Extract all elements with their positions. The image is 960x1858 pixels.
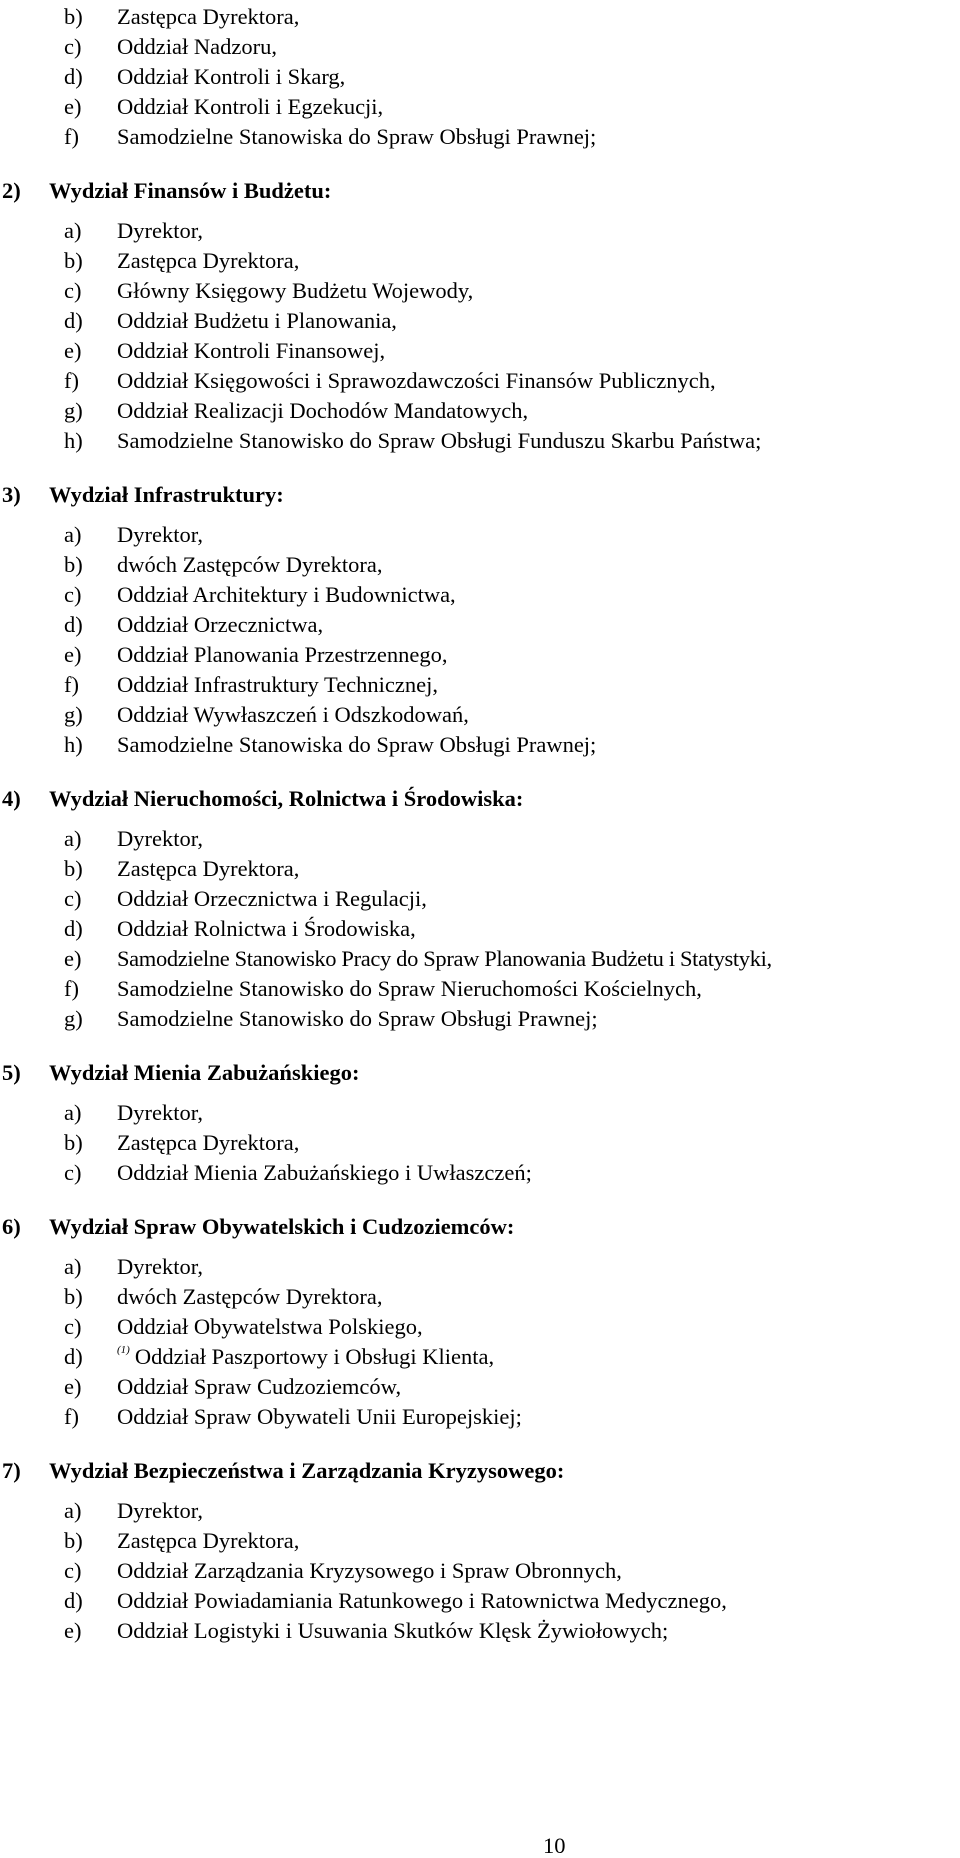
list-marker: d): [64, 1344, 83, 1369]
list-marker: 5): [2, 1060, 21, 1085]
list-item-text: Oddział Mienia Zabużańskiego i Uwłaszczeń;: [117, 1160, 532, 1185]
page-number: 10: [543, 1833, 566, 1858]
section-title: Wydział Bezpieczeństwa i Zarządzania Kryzysowego:: [49, 1458, 565, 1483]
list-item-text: Oddział Powiadamiania Ratunkowego i Ratownictwa Medycznego,: [117, 1588, 727, 1613]
list-marker: c): [64, 34, 82, 59]
section-title: Wydział Nieruchomości, Rolnictwa i Środowiska:: [49, 786, 524, 811]
list-item-text: Oddział Rolnictwa i Środowiska,: [117, 916, 416, 941]
list-marker: b): [64, 552, 83, 577]
list-marker: e): [64, 94, 82, 119]
list-marker: b): [64, 1528, 83, 1553]
list-marker: c): [64, 1314, 82, 1339]
list-item-text: Dyrektor,: [117, 1498, 203, 1523]
list-marker: b): [64, 1284, 83, 1309]
list-marker: h): [64, 732, 83, 757]
list-item-text: dwóch Zastępców Dyrektora,: [117, 1284, 383, 1309]
list-item-text: Dyrektor,: [117, 1100, 203, 1125]
list-marker: c): [64, 1558, 82, 1583]
list-marker: 4): [2, 786, 21, 811]
list-item-text: Samodzielne Stanowisko do Spraw Obsługi Prawnej;: [117, 1006, 598, 1031]
list-item-text: Oddział Nadzoru,: [117, 34, 277, 59]
list-marker: b): [64, 1130, 83, 1155]
list-marker: d): [64, 1588, 83, 1613]
list-marker: d): [64, 308, 83, 333]
list-marker: f): [64, 976, 79, 1001]
list-marker: e): [64, 642, 82, 667]
list-marker: b): [64, 4, 83, 29]
list-marker: 2): [2, 178, 21, 203]
list-item-text: Oddział Kontroli i Egzekucji,: [117, 94, 384, 119]
list-marker: d): [64, 64, 83, 89]
list-item-text: Samodzielne Stanowiska do Spraw Obsługi Prawnej;: [117, 732, 597, 757]
list-marker: g): [64, 1006, 83, 1031]
list-item-text: Oddział Budżetu i Planowania,: [117, 308, 397, 333]
list-item-text: Oddział Architektury i Budownictwa,: [117, 582, 456, 607]
list-item-text: Samodzielne Stanowisko do Spraw Nieruchomości Kościelnych,: [117, 976, 702, 1001]
list-marker: h): [64, 428, 83, 453]
list-item-text: Zastępca Dyrektora,: [117, 4, 300, 29]
list-marker: a): [64, 218, 82, 243]
list-item-text: Oddział Zarządzania Kryzysowego i Spraw Obronnych,: [117, 1558, 622, 1583]
list-marker: f): [64, 124, 79, 149]
list-item-text: Zastępca Dyrektora,: [117, 1130, 300, 1155]
list-item-text: Oddział Obywatelstwa Polskiego,: [117, 1314, 423, 1339]
list-item-text: Samodzielne Stanowisko Pracy do Spraw Planowania Budżetu i Statystyki,: [117, 946, 772, 971]
list-item-text: Oddział Infrastruktury Technicznej,: [117, 672, 439, 697]
list-item-text: Dyrektor,: [117, 826, 203, 851]
list-item-text: Oddział Orzecznictwa i Regulacji,: [117, 886, 427, 911]
list-item-text: Oddział Spraw Obywateli Unii Europejskiej;: [117, 1404, 522, 1429]
list-item-text: Oddział Kontroli i Skarg,: [117, 64, 346, 89]
list-item-text: Oddział Orzecznictwa,: [117, 612, 324, 637]
list-marker: c): [64, 886, 82, 911]
section-title: Wydział Finansów i Budżetu:: [49, 178, 332, 203]
list-marker: g): [64, 398, 83, 423]
list-item-text: Dyrektor,: [117, 1254, 203, 1279]
list-item-text: Oddział Realizacji Dochodów Mandatowych,: [117, 398, 529, 423]
list-marker: 7): [2, 1458, 21, 1483]
list-marker: c): [64, 582, 82, 607]
list-item-text: Zastępca Dyrektora,: [117, 1528, 300, 1553]
section-title: Wydział Mienia Zabużańskiego:: [49, 1060, 360, 1085]
list-marker: d): [64, 916, 83, 941]
list-item-text: dwóch Zastępców Dyrektora,: [117, 552, 383, 577]
list-marker: a): [64, 1100, 82, 1125]
section-title: Wydział Spraw Obywatelskich i Cudzoziemców:: [49, 1214, 515, 1239]
list-item-text: Oddział Wywłaszczeń i Odszkodowań,: [117, 702, 469, 727]
footnote-marker: (1): [117, 1344, 130, 1356]
list-item-text: Dyrektor,: [117, 522, 203, 547]
list-marker: a): [64, 1498, 82, 1523]
list-marker: c): [64, 278, 82, 303]
list-item-text: Samodzielne Stanowiska do Spraw Obsługi Prawnej;: [117, 124, 597, 149]
list-item-text: Oddział Logistyki i Usuwania Skutków Klęsk Żywiołowych;: [117, 1618, 669, 1643]
list-marker: 3): [2, 482, 21, 507]
list-marker: e): [64, 946, 82, 971]
list-item-text: Zastępca Dyrektora,: [117, 856, 300, 881]
list-item-text: Zastępca Dyrektora,: [117, 248, 300, 273]
list-marker: b): [64, 248, 83, 273]
list-item-label: Oddział Paszportowy i Obsługi Klienta,: [134, 1344, 495, 1369]
list-marker: f): [64, 368, 79, 393]
list-item-text: Oddział Księgowości i Sprawozdawczości Finansów Publicznych,: [117, 368, 716, 393]
list-marker: a): [64, 826, 82, 851]
list-marker: f): [64, 1404, 79, 1429]
list-item-text: Oddział Planowania Przestrzennego,: [117, 642, 448, 667]
list-marker: b): [64, 856, 83, 881]
list-marker: e): [64, 338, 82, 363]
list-marker: a): [64, 522, 82, 547]
section-title: Wydział Infrastruktury:: [49, 482, 284, 507]
list-item-text: Dyrektor,: [117, 218, 203, 243]
list-item-text: Oddział Spraw Cudzoziemców,: [117, 1374, 402, 1399]
list-marker: c): [64, 1160, 82, 1185]
list-marker: e): [64, 1618, 82, 1643]
list-item-text: Oddział Kontroli Finansowej,: [117, 338, 386, 363]
list-marker: e): [64, 1374, 82, 1399]
list-marker: g): [64, 702, 83, 727]
list-marker: d): [64, 612, 83, 637]
list-item-text: Samodzielne Stanowisko do Spraw Obsługi Funduszu Skarbu Państwa;: [117, 428, 762, 453]
list-item-text: Główny Księgowy Budżetu Wojewody,: [117, 278, 474, 303]
list-marker: f): [64, 672, 79, 697]
list-marker: a): [64, 1254, 82, 1279]
list-marker: 6): [2, 1214, 21, 1239]
